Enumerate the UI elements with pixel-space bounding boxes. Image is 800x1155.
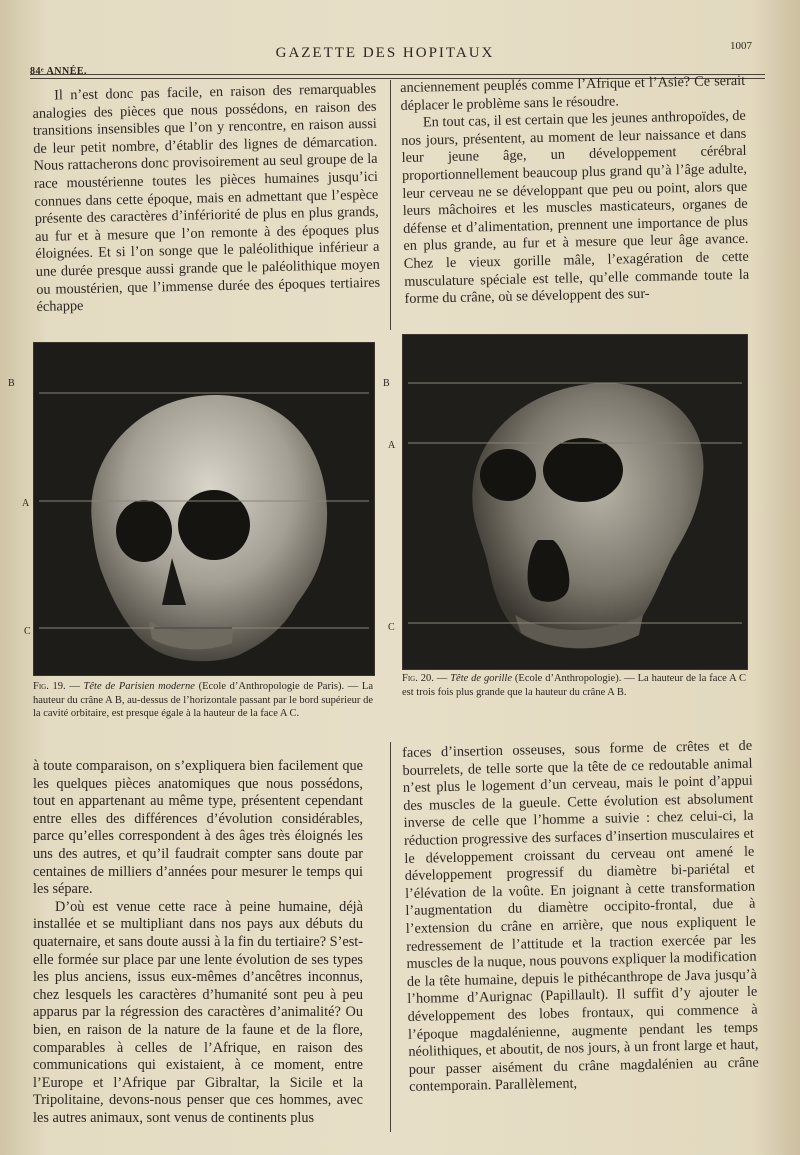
figure-19-caption xyxy=(33,680,373,721)
caption-figure-number: Fig. 20. — xyxy=(402,673,448,684)
figure-19-photo xyxy=(33,342,375,676)
figure-20-marker-c: C xyxy=(388,622,395,633)
figure-20-marker-b: B xyxy=(383,378,390,389)
figure-19-marker-c: C xyxy=(24,626,31,637)
journal-title: GAZETTE DES HOPITAUX xyxy=(275,45,495,61)
caption-figure-text: (Ecole d’Anthropologie de Paris). — La hauteur du crâne A B, au-dessus de l’horizontale passant par le bord supérieur de la cavité orbitaire, est presque égale à la hauteur de la face A C. xyxy=(33,681,374,719)
human-skull-image xyxy=(34,343,374,675)
paragraph: Il n’est donc pas facile, en raison des remarquables analogies des pièces que nous possédons, en raison des transitions insensibles que l’on y rencontre, en raison aussi de leur petit nombre, d’établir des lignes de démarcation. Nous rattacherons donc provisoirement au seul groupe de la race moustérienne toutes les pièces humaines jusqu’ici connues dans cette époque, mais en admettant que l’espèce présente des caractères d’infériorité de plus en plus grands, au fur et à mesure que l’on remonte à des époques plus éloignées. Et si l’on songe que le paléolithique inférieur a une durée presque aussi grande que le paléolithique moyen ou moustérien, que l’immense durée des époques tertiaires échappe xyxy=(32,80,381,316)
right-column-bottom-text xyxy=(402,738,759,1097)
column-divider-bottom xyxy=(390,742,391,1132)
paragraph: faces d’insertion osseuses, sous forme de crêtes et de bourrelets, de telle sorte que la tête de ce redoutable animal n’est plus le logement d’un cerveau, mais le point d’appui des muscles de la gueule. Cette évolution est absolument inverse de celle que l’homme a suivie : chez celui-ci, la réduction progressive des surfaces d’insertion musculaires et le développement croissant du cerveau ont amené le développement progressif du diamètre bi-pariétal et l’élévation de la voûte. En joignant à cette transformation l’augmentation du diamètre occipito-frontal, due à l’extension du crâne en arrière, que nous expliquent le redressement de l’attitude et la traction exercée par les muscles de la nuque, nous pouvons expliquer la modification de la tête humaine, depuis le pithécanthrope de Java jusqu’à l’homme d’Aurignac (Papillault). Il suffit d’y ajouter le développement des lobes frontaux, qui commence à l’époque magdalénienne, augmente pendant les temps néolithiques, et aboutit, de nos jours, à un front large et haut, pour passer aisément du crâne magdalénien au crâne contemporain. Parallèlement, xyxy=(402,737,759,1096)
caption-figure-text: (Ecole d’Anthropologie). — La hauteur de la face A C est trois fois plus grande que la hauteur du crâne A B. xyxy=(402,673,746,698)
caption-figure-title: Tête de gorille xyxy=(450,673,512,684)
figure-20-caption xyxy=(402,672,746,699)
caption-figure-title: Tête de Parisien moderne xyxy=(83,681,195,692)
figure-19-marker-b: B xyxy=(8,378,15,389)
figure-20-photo xyxy=(402,334,748,670)
caption-figure-number: Fig. 19. — xyxy=(33,681,80,692)
gorilla-skull-image xyxy=(403,335,747,669)
left-column-top-text xyxy=(32,81,381,317)
figure-20-marker-a: A xyxy=(388,440,396,451)
right-column-top-text xyxy=(400,73,750,309)
paragraph: anciennement peuplés comme l’Afrique et l’Asie? Ce serait déplacer le problème sans le résoudre. xyxy=(400,72,746,114)
page-number: 1007 xyxy=(730,40,752,52)
left-column-bottom-text xyxy=(33,758,363,1127)
paragraph: D’où est venue cette race à peine humaine, déjà installée et se multipliant dans nos pays aux débuts du quaternaire, et sans doute aussi à la fin du tertiaire? S’est-elle formée sur place par une lente évolution de ses types les plus anciens, issus eux-mêmes d’ancêtres inconnus, chez lesquels les caractères d’humanité sont peu à peu apparus par la régression des caractères d’animalité? Ou bien, en raison de la nature de la faune et de la flore, comparables à celles de l’Afrique, en raison des communications qui existaient, à ce moment, entre l’Europe et l’Afrique par Gibraltar, la Sicile et la Tripolitaine, devons-nous penser que ces hommes, avec les autres animaux, sont venus de continents plus xyxy=(33,898,363,1126)
paragraph: En tout cas, il est certain que les jeunes anthropoïdes, de nos jours, présentent, au moment de leur naissance et dans leur jeune âge, un développement cérébral proportionnellement beaucoup plus grand qu’à l’âge adulte, leur cerveau ne se développant que peu ou point, alors que leurs mâchoires et les muscles masticateurs, organes de défense et d’alimentation, prennent une importance de plus en plus grande, au fur et à mesure que leur âge avance. Chez le vieux gorille mâle, l’exagération de cette musculature spéciale est telle, qu’elle commande toute la forme du crâne, où se développent des sur- xyxy=(401,107,750,308)
column-divider-top xyxy=(390,80,391,330)
issue-year: 84ᵉ ANNÉE. xyxy=(30,66,88,77)
figure-19-marker-a: A xyxy=(22,498,30,509)
paragraph: à toute comparaison, on s’expliquera bien facilement que les quelques pièces anatomiques que nous possédons, tout en appartenant au même type, présentent cependant entre elles des différences d’évolution considérables, parce qu’elles correspondent à des âges très éloignés les uns des autres, et qu’il faudrait compter sans doute par centaines de milliers d’années pour mesurer le temps qui les sépare. xyxy=(33,758,363,898)
